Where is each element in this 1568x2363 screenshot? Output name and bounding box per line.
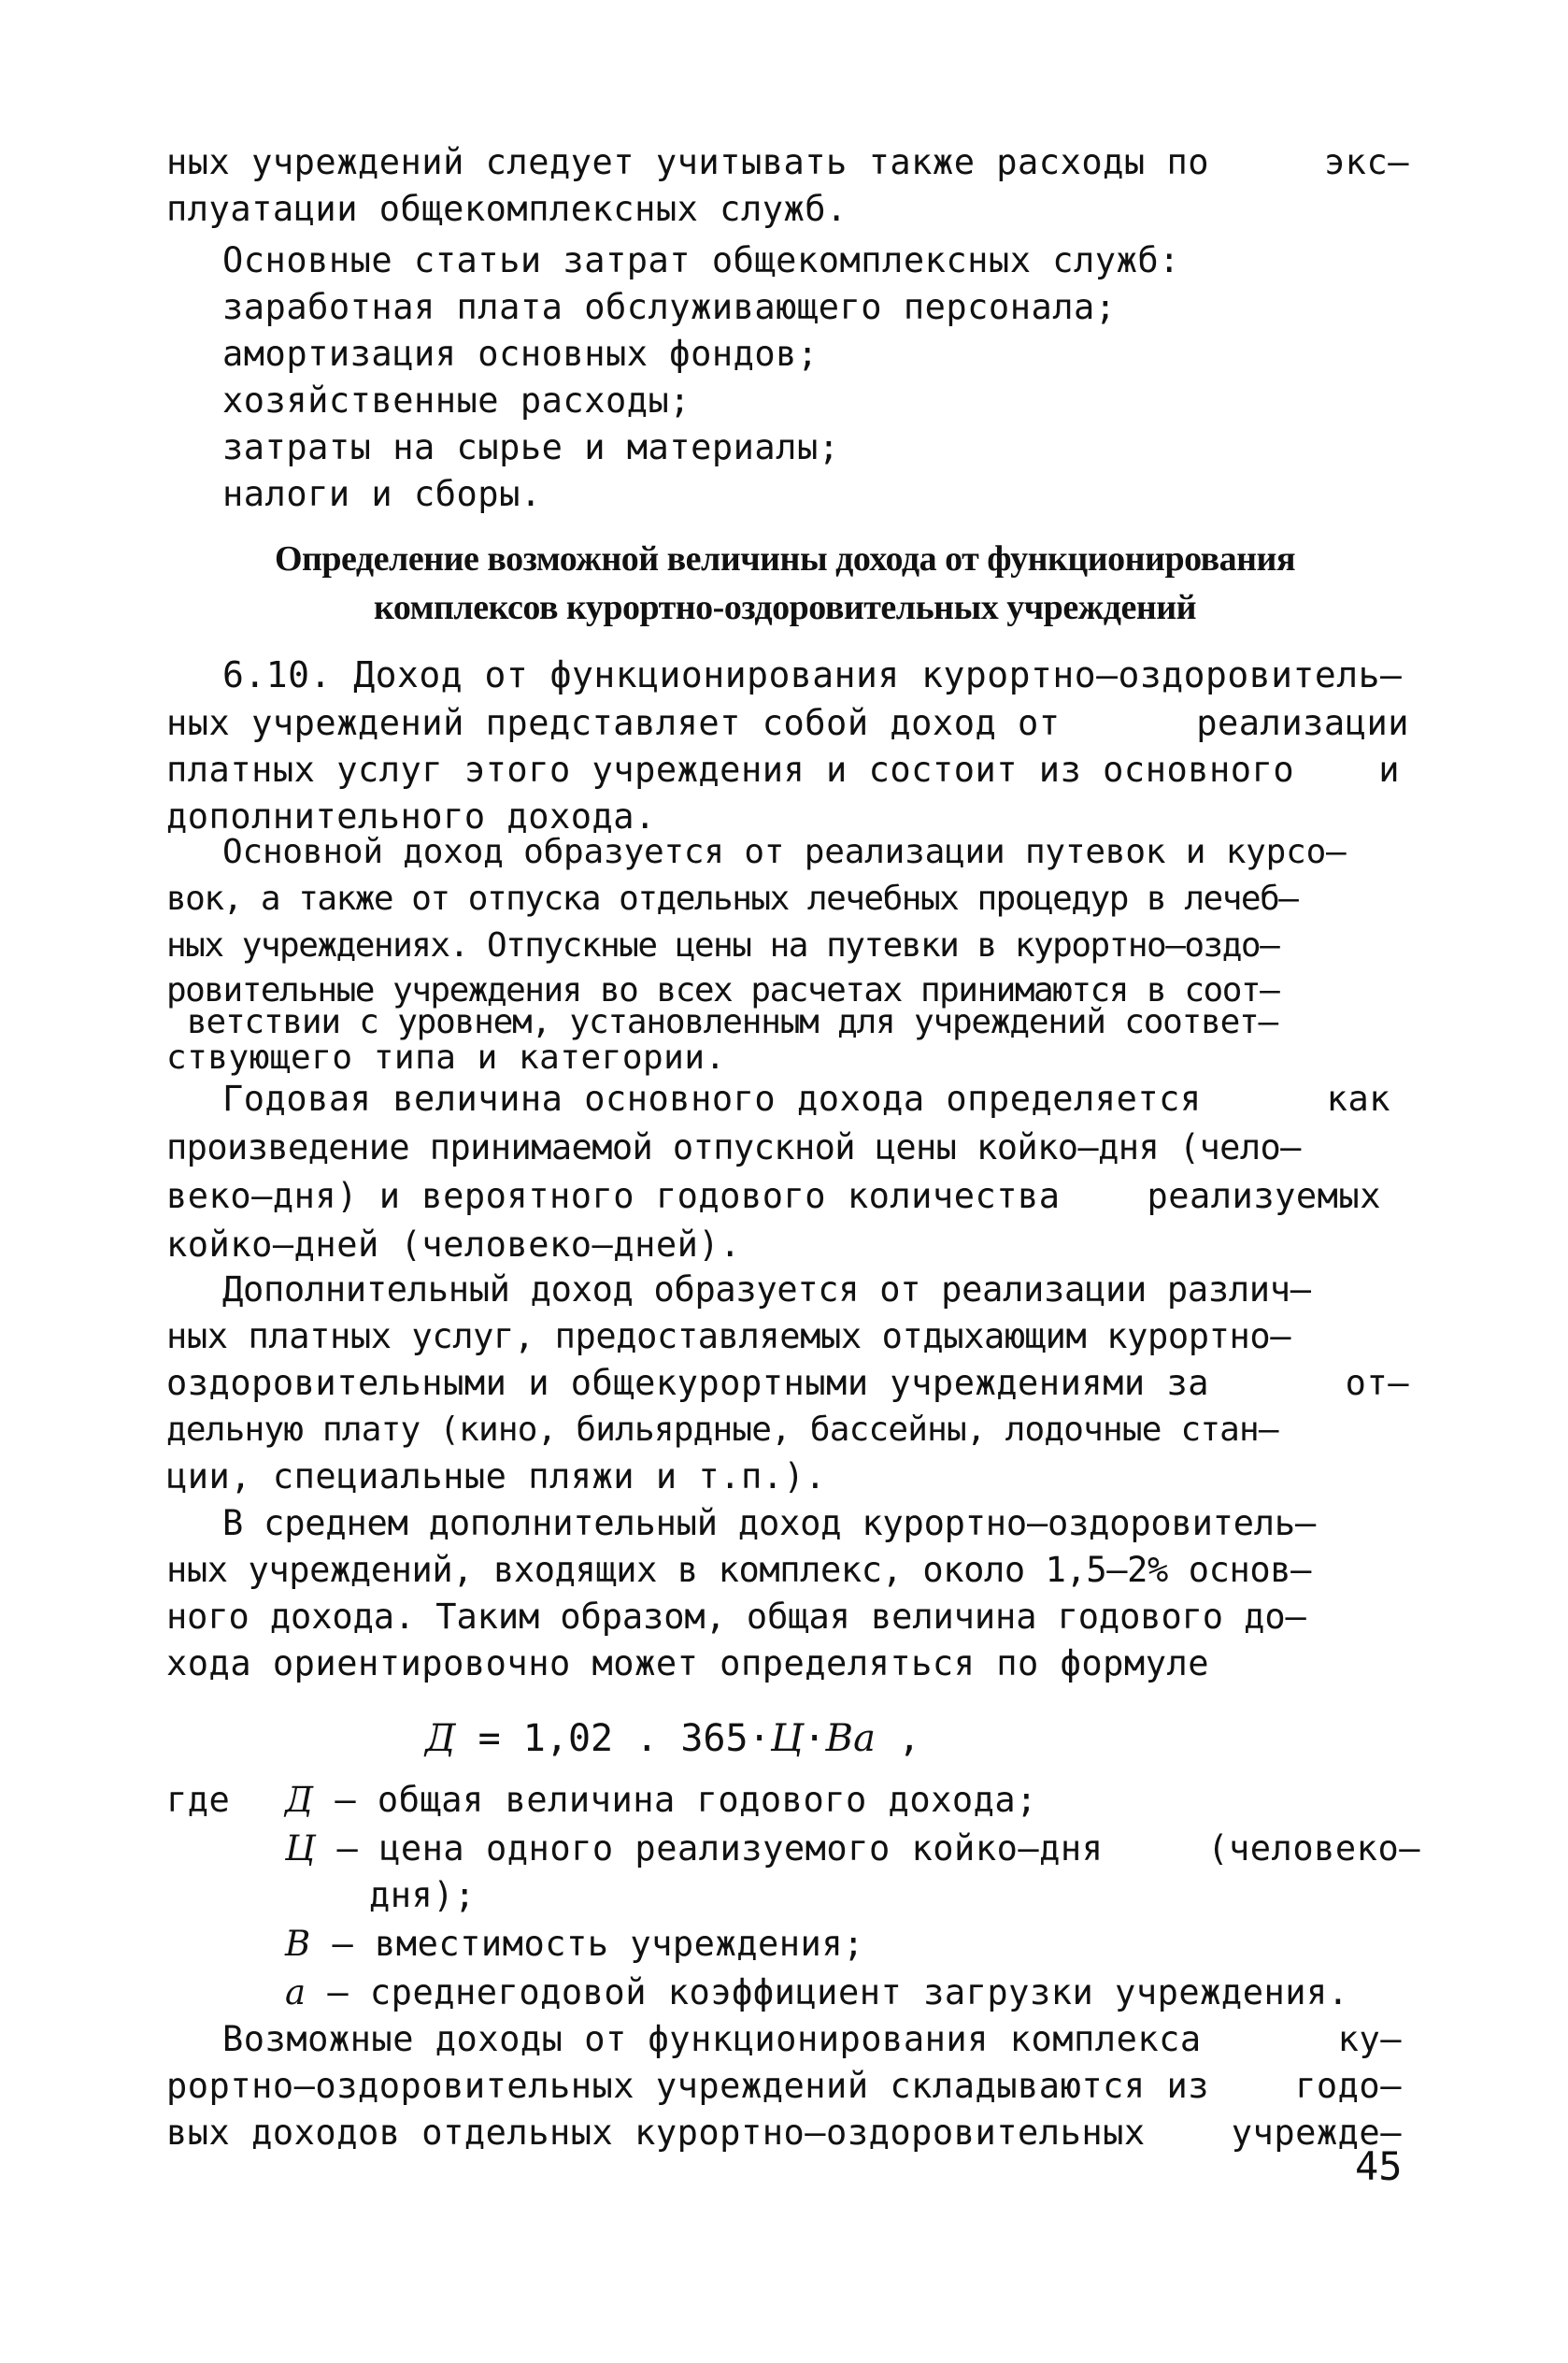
additional-line-2: ных платных услуг, предоставляемых отдыхающим курортно– [166,1316,1291,1356]
p610-line-4: дополнительного дохода. [166,796,656,837]
annual-line-4: койко–дней (человеко–дней). [166,1224,741,1265]
section-heading-line-1: Определение возможной величины дохода от функционирования [274,539,1296,579]
average-line-2: ных учреждений, входящих в комплекс, около 1,5–2% основ– [166,1550,1312,1590]
p610-line-1: 6.10. Доход от функционирования курортно–оздоровитель– [222,654,1403,695]
annual-line-1: Годовая величина основного дохода определяется как [222,1079,1390,1119]
basic-line-1: Основной доход образуется от реализации путевок и курсо– [222,833,1347,871]
possible-line-3: вых доходов отдельных курортно–оздоровительных учрежде– [166,2112,1402,2153]
cost-item: налоги и сборы. [222,474,542,514]
additional-line-4: дельную плату (кино, бильярдные, бассейны, лодочные стан– [166,1411,1278,1449]
cost-item: затраты на сырье и материалы; [222,427,840,467]
average-line-3: ного дохода. Таким образом, общая величина годового до– [166,1597,1306,1637]
additional-line-5: ции, специальные пляжи и т.п.). [166,1456,827,1497]
cost-item: хозяйственные расходы; [222,380,691,421]
p610-line-2: ных учреждений представляет собой доход от реализации [166,703,1409,743]
where-b: В – вместимость учреждения; [285,1924,864,1964]
where-a: а – среднегодовой коэффициент загрузки учреждения. [285,1972,1349,2012]
income-formula: Д = 1,02 . 365·Ц·Ва , [425,1717,921,1760]
section-heading-line-2: комплексов курортно-оздоровительных учреждений [373,588,1197,627]
average-line-1: В среднем дополнительный доход курортно–оздоровитель– [222,1503,1317,1543]
where-c: Ц – цена одного реализуемого койко–дня (человеко– [285,1828,1420,1869]
basic-line-4: ровительные учреждения во всех расчетах принимаются в соот– [166,971,1279,1010]
formula-symbol-c: Ц [770,1717,804,1760]
costs-lead: Основные статьи затрат общекомплексных служб: [222,240,1180,280]
basic-line-5: ветствии с уровнем, установленным для учреждений соответ– [187,1003,1278,1041]
p610-line-3: платных услуг этого учреждения и состоит из основного и [166,750,1400,790]
cost-item: заработная плата обслуживающего персонала; [222,287,1117,327]
where-d: Д – общая величина годового дохода; [285,1780,1037,1820]
where-word: где [166,1780,231,1820]
possible-line-2: рортно–оздоровительных учреждений складываются из годо– [166,2066,1402,2106]
basic-line-2: вок, а также от отпуска отдельных лечебных процедур в лечеб– [166,880,1298,918]
annual-line-2: произведение принимаемой отпускной цены койко–дня (чело– [166,1127,1301,1167]
intro-line-1: ных учреждений следует учитывать также расходы по экс– [166,142,1409,182]
additional-line-1: Дополнительный доход образуется от реализации различ– [222,1269,1311,1310]
basic-line-6: ствующего типа и категории. [166,1038,726,1077]
where-c-continued: дня); [369,1875,476,1915]
possible-line-1: Возможные доходы от функционирования комплекса ку– [222,2019,1402,2059]
formula-symbol-ba: Ва [825,1717,876,1760]
cost-item: амортизация основных фондов; [222,334,819,374]
basic-line-3: ных учреждениях. Отпускные цены на путевки в курортно–оздо– [166,926,1279,965]
formula-symbol-d: Д [425,1717,456,1760]
page-number: 45 [1355,2143,1403,2189]
additional-line-3: оздоровительными и общекурортными учреждениями за от– [166,1363,1409,1403]
average-line-4: хода ориентировочно может определяться по формуле [166,1643,1210,1683]
intro-line-2: плуатации общекомплексных служб. [166,189,848,229]
annual-line-3: веко–дня) и вероятного годового количества реализуемых [166,1176,1381,1216]
